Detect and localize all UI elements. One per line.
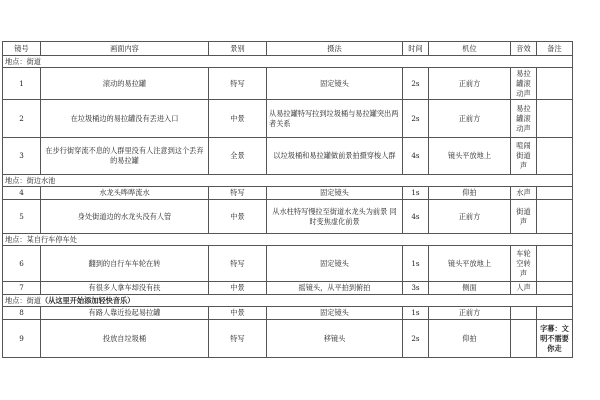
shot-time: 1s (403, 246, 429, 282)
shot-content: 在垃圾桶边的易拉罐没有丢进入口 (41, 100, 209, 138)
header-sound: 音效 (511, 42, 537, 56)
shot-content: 翻到的自行车车轮在转 (41, 246, 209, 282)
camera-position: 镜头平放地上 (429, 246, 511, 282)
shot-size: 中景 (209, 200, 267, 234)
shot-number: 9 (3, 320, 41, 358)
shot-number: 8 (3, 307, 41, 320)
sound-effect: 街道声 (511, 200, 537, 234)
camera-position: 仰拍 (429, 187, 511, 200)
note (537, 187, 573, 200)
sound-effect (511, 320, 537, 358)
shot-size: 中景 (209, 282, 267, 295)
location-row (3, 234, 573, 246)
header-camera-position: 机位 (429, 42, 511, 56)
camera-method: 移镜头 (267, 320, 403, 358)
shot-time: 4s (403, 200, 429, 234)
shot-time: 4s (403, 138, 429, 175)
shot-time: 3s (403, 282, 429, 295)
camera-method: 以垃圾桶和易拉罐做前景拍摄穿梭人群 (267, 138, 403, 175)
sound-effect: 车轮空转声 (511, 246, 537, 282)
note (537, 100, 573, 138)
camera-position: 正前方 (429, 100, 511, 138)
sound-effect: 易拉罐滚动声 (511, 68, 537, 100)
camera-position: 正前方 (429, 68, 511, 100)
shot-size: 特写 (209, 187, 267, 200)
table-row (3, 282, 573, 295)
note (537, 200, 573, 234)
shot-time: 1s (403, 187, 429, 200)
shot-size: 特写 (209, 68, 267, 100)
shot-size: 中景 (209, 307, 267, 320)
shot-content: 水龙头哗哗流水 (41, 187, 209, 200)
shot-content: 身处街道边的水龙头没有人管 (41, 200, 209, 234)
camera-method: 固定镜头 (267, 187, 403, 200)
table-row (3, 200, 573, 234)
table-row (3, 187, 573, 200)
camera-method: 从易拉罐特写拉到垃圾桶与易拉罐突出两者关系 (267, 100, 403, 138)
shot-content: 滚动的易拉罐 (41, 68, 209, 100)
shot-time: 2s (403, 100, 429, 138)
shot-size: 全景 (209, 138, 267, 175)
location-label: 地点：某自行车停车处 (3, 234, 573, 246)
shot-number: 6 (3, 246, 41, 282)
storyboard-sheet (2, 41, 572, 358)
shot-content: 有路人靠近捡起易拉罐 (41, 307, 209, 320)
sound-effect: 易拉罐滚动声 (511, 100, 537, 138)
header-shot-size: 景别 (209, 42, 267, 56)
table-row (3, 68, 573, 100)
camera-method: 摇镜头，从平拍到俯拍 (267, 282, 403, 295)
location-note: （从这里开始添加轻快音乐） (40, 295, 135, 305)
shot-content: 在步行街穿流不息的人群里没有人注意到这个丢弃的易拉罐 (41, 138, 209, 175)
camera-method: 固定镜头 (267, 246, 403, 282)
table-row (3, 100, 573, 138)
note: 字幕：文明不需要你走 (537, 320, 573, 358)
camera-position: 仰拍 (429, 320, 511, 358)
note (537, 307, 573, 320)
location-label: 地点：街道 (5, 295, 41, 305)
shot-number: 1 (3, 68, 41, 100)
table-row (3, 138, 573, 175)
location-row (3, 295, 573, 307)
header-camera-method: 摄法 (267, 42, 403, 56)
shot-content: 投放自垃圾桶 (41, 320, 209, 358)
header-time: 时间 (403, 42, 429, 56)
camera-method: 固定镜头 (267, 68, 403, 100)
shot-content: 有很多人拿车却没有扶 (41, 282, 209, 295)
header-content: 画面内容 (41, 42, 209, 56)
location-label: 地点：街道 (3, 56, 573, 68)
table-row (3, 320, 573, 358)
note (537, 246, 573, 282)
shot-number: 3 (3, 138, 41, 175)
location-label: 地点：街边水池 (3, 175, 573, 187)
shot-number: 5 (3, 200, 41, 234)
header-row (3, 42, 573, 56)
shot-time: 2s (403, 320, 429, 358)
location-row (3, 56, 573, 68)
camera-method: 从水柱特写慢拉至街道水龙头为前景 同时变焦虚化前景 (267, 200, 403, 234)
shot-time: 1s (403, 307, 429, 320)
location-cell (3, 295, 573, 307)
sound-effect: 水声 (511, 187, 537, 200)
shot-size: 特写 (209, 320, 267, 358)
shot-size: 中景 (209, 100, 267, 138)
storyboard-table (2, 41, 573, 358)
note (537, 68, 573, 100)
camera-position: 镜头平放地上 (429, 138, 511, 175)
shot-time: 2s (403, 68, 429, 100)
shot-number: 7 (3, 282, 41, 295)
location-row (3, 175, 573, 187)
camera-position: 正前方 (429, 307, 511, 320)
shot-number: 4 (3, 187, 41, 200)
note (537, 138, 573, 175)
camera-method: 固定镜头 (267, 307, 403, 320)
shot-size: 特写 (209, 246, 267, 282)
camera-position: 正前方 (429, 200, 511, 234)
sound-effect: 人声 (511, 282, 537, 295)
table-row (3, 246, 573, 282)
sound-effect (511, 307, 537, 320)
sound-effect: 喧闹街道声 (511, 138, 537, 175)
header-shot-number: 镜号 (3, 42, 41, 56)
shot-number: 2 (3, 100, 41, 138)
camera-position: 侧面 (429, 282, 511, 295)
note (537, 282, 573, 295)
header-note: 备注 (537, 42, 573, 56)
table-row (3, 307, 573, 320)
